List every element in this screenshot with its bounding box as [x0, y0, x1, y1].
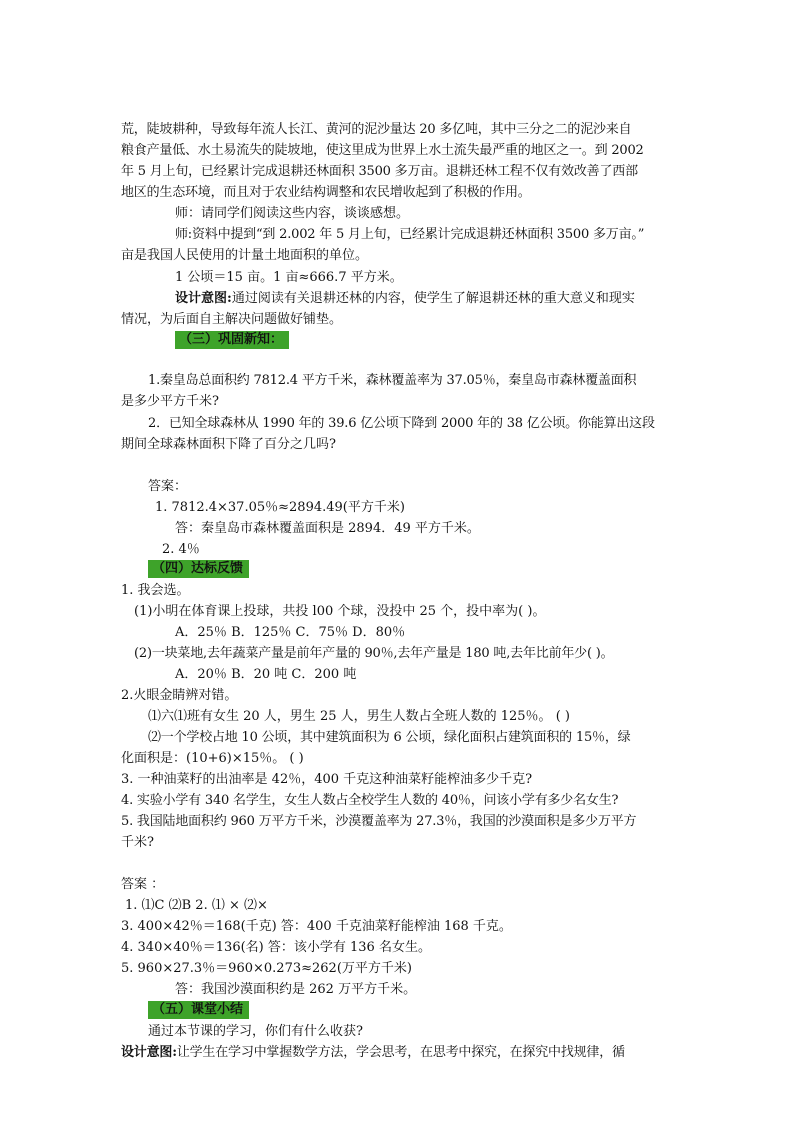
answer-line: 1. ⑴C ⑵B 2. ⑴ × ⑵× [125, 898, 268, 913]
design-intent [121, 1045, 625, 1061]
section-heading-label: （五）课堂小结 [148, 1001, 249, 1019]
section-heading [148, 1001, 249, 1019]
question-line: ⑵一个学校占地 10 公顷，其中建筑面积为 6 公顷，绿化面积占建筑面积的 15％，绿 [148, 730, 631, 745]
section-heading [175, 331, 289, 349]
paragraph-line: 粮食产量低、水土易流失的陡坡地，使这里成为世界上水土流失最严重的地区之一。到 2002 [121, 143, 644, 158]
exercise-line: 是多少平方千米? [121, 394, 219, 409]
answer-line: 2. 4％ [162, 542, 200, 557]
section-heading-label: （三）巩固新知： [175, 331, 289, 349]
exercise-line: 期间全球森林面积下降了百分之几吗? [121, 437, 336, 452]
question-title: 1. 我会选。 [121, 583, 190, 598]
exercise-line: 1.秦皇岛总面积约 7812.4 平方千米，森林覆盖率为 37.05％，秦皇岛市森林覆盖面积 [148, 373, 637, 388]
summary-line: 通过本节课的学习，你们有什么收获? [148, 1024, 363, 1039]
paragraph-line: 荒，陡坡耕种，导致每年流人长江、黄河的泥沙量达 20 多亿吨，其中三分之二的泥沙来自 [121, 122, 632, 137]
section-heading-label: （四）达标反馈 [148, 560, 249, 578]
answer-line: 4. 340×40％＝136(名) 答：该小学有 136 名女生。 [121, 940, 431, 955]
exercise-line: 2．已知全球森林从 1990 年的 39.6 亿公顷下降到 2000 年的 38 亿公顷。你能算出这段 [148, 416, 655, 431]
answer-label: 答案： [148, 479, 188, 494]
paragraph-line: 年 5 月上旬，已经累计完成退耕还林面积 3500 多万亩。退耕还林工程不仅有效改善了西部 [121, 164, 638, 179]
question-title: 2.火眼金睛辨对错。 [121, 688, 238, 703]
question-line: (2)一块菜地,去年蔬菜产量是前年产量的 90％,去年产量是 180 吨,去年比前年少( )。 [134, 646, 614, 661]
design-intent-text: 通过阅读有关退耕还林的内容，使学生了解退耕还林的重大意义和现实 [231, 291, 635, 306]
teacher-line: 亩是我国人民使用的计量土地面积的单位。 [121, 248, 369, 263]
answer-line: 答：我国沙漠面积约是 262 万平方千米。 [175, 982, 417, 997]
answer-label: 答案 ： [121, 877, 165, 892]
question-line: 5. 我国陆地面积约 960 万平方千米，沙漠覆盖率为 27.3％，我国的沙漠面积是多少万平方 [121, 814, 637, 829]
answer-line: 1. 7812.4×37.05％≈2894.49(平方千米) [155, 500, 405, 515]
answer-line: 5. 960×27.3％＝960×0.273≈262(万平方千米) [121, 961, 412, 976]
question-line: 千米? [121, 835, 154, 850]
question-line: 3. 一种油菜籽的出油率是 42％，400 千克这种油菜籽能榨油多少千克? [121, 772, 533, 787]
answer-line: 答：秦皇岛市森林覆盖面积是 2894．49 平方千米。 [175, 521, 480, 536]
answer-line: 3. 400×42％＝168(千克) 答：400 千克油菜籽能榨油 168 千克。 [121, 919, 512, 934]
design-intent [175, 291, 635, 307]
question-line: 化面积是：(10+6)×15％。 ( ) [121, 751, 304, 766]
question-line: 4. 实验小学有 340 名学生，女生人数占全校学生人数的 40％，问该小学有多少名女生? [121, 793, 619, 808]
paragraph-line: 地区的生态环境，而且对于农业结构调整和农民增收起到了积极的作用。 [121, 185, 531, 200]
design-intent-label: 设计意图: [121, 1045, 177, 1060]
teacher-line: 师：请同学们阅读这些内容，谈谈感想。 [175, 206, 410, 221]
question-line: ⑴六⑴班有女生 20 人，男生 25 人，男生人数占全班人数的 125％。 ( ) [148, 709, 570, 724]
section-heading [148, 560, 249, 578]
design-intent-text: 让学生在学习中掌握数学方法，学会思考，在思考中探究，在探究中找规律，循 [176, 1045, 625, 1060]
teacher-line: 师:资料中提到“到 2.002 年 5 月上旬，已经累计完成退耕还林面积 3500 多万亩。” [175, 227, 645, 242]
design-intent-label: 设计意图: [175, 291, 232, 306]
question-line: (1)小明在体育课上投球，共投 l00 个球，没投中 25 个，投中率为( )。 [134, 604, 546, 619]
units-line: 1 公顷＝15 亩。1 亩≈666.7 平方米。 [175, 270, 403, 285]
question-options: A．25％ B．125％ C．75％ D．80％ [175, 625, 406, 640]
question-options: A．20％ B．20 吨 C．200 吨 [175, 667, 357, 682]
design-intent-text: 情况，为后面自主解决问题做好铺垫。 [121, 312, 343, 327]
